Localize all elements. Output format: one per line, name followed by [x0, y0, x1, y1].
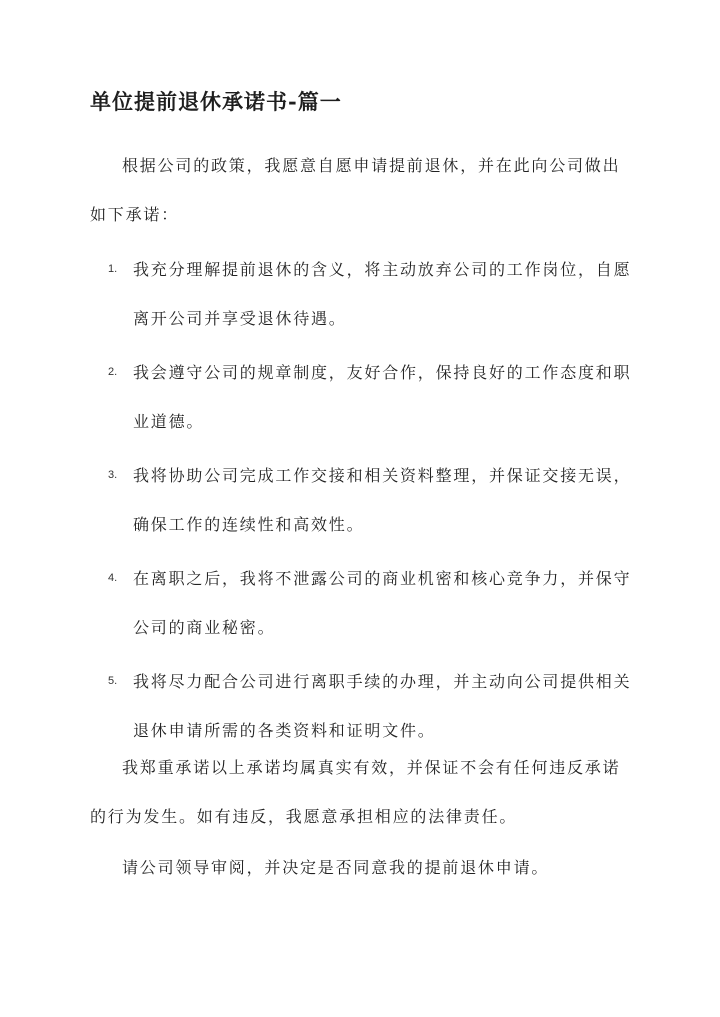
list-item-text: 我充分理解提前退休的含义，将主动放弃公司的工作岗位，自愿离开公司并享受退休待遇。	[133, 260, 632, 328]
list-item-number: 4.	[108, 572, 118, 584]
list-item-number: 5.	[108, 675, 118, 687]
list-item-text: 我会遵守公司的规章制度，友好合作，保持良好的工作态度和职业道德。	[133, 363, 632, 431]
closing-paragraph: 我郑重承诺以上承诺均属真实有效，并保证不会有任何违反承诺的行为发生。如有违反，我愿意承担相应的法律责任。	[90, 758, 621, 826]
document-title: 单位提前退休承诺书-篇一	[90, 89, 342, 114]
commitment-list	[90, 245, 636, 760]
list-item-text: 在离职之后，我将不泄露公司的商业机密和核心竞争力，并保守公司的商业秘密。	[133, 569, 632, 637]
list-item-text: 我将尽力配合公司进行离职手续的办理，并主动向公司提供相关退休申请所需的各类资料和证明文件。	[133, 672, 632, 740]
request-paragraph: 请公司领导审阅，并决定是否同意我的提前退休申请。	[122, 858, 550, 877]
list-item	[90, 554, 636, 652]
list-item	[90, 657, 636, 755]
list-item-number: 2.	[108, 366, 118, 378]
list-item-text: 我将协助公司完成工作交接和相关资料整理，并保证交接无误，确保工作的连续性和高效性。	[133, 466, 632, 534]
intro-paragraph: 根据公司的政策，我愿意自愿申请提前退休，并在此向公司做出如下承诺：	[90, 156, 621, 224]
list-item	[90, 348, 636, 446]
list-item	[90, 451, 636, 549]
list-item-number: 3.	[108, 469, 118, 481]
list-item-number: 1.	[108, 263, 118, 275]
list-item	[90, 245, 636, 343]
